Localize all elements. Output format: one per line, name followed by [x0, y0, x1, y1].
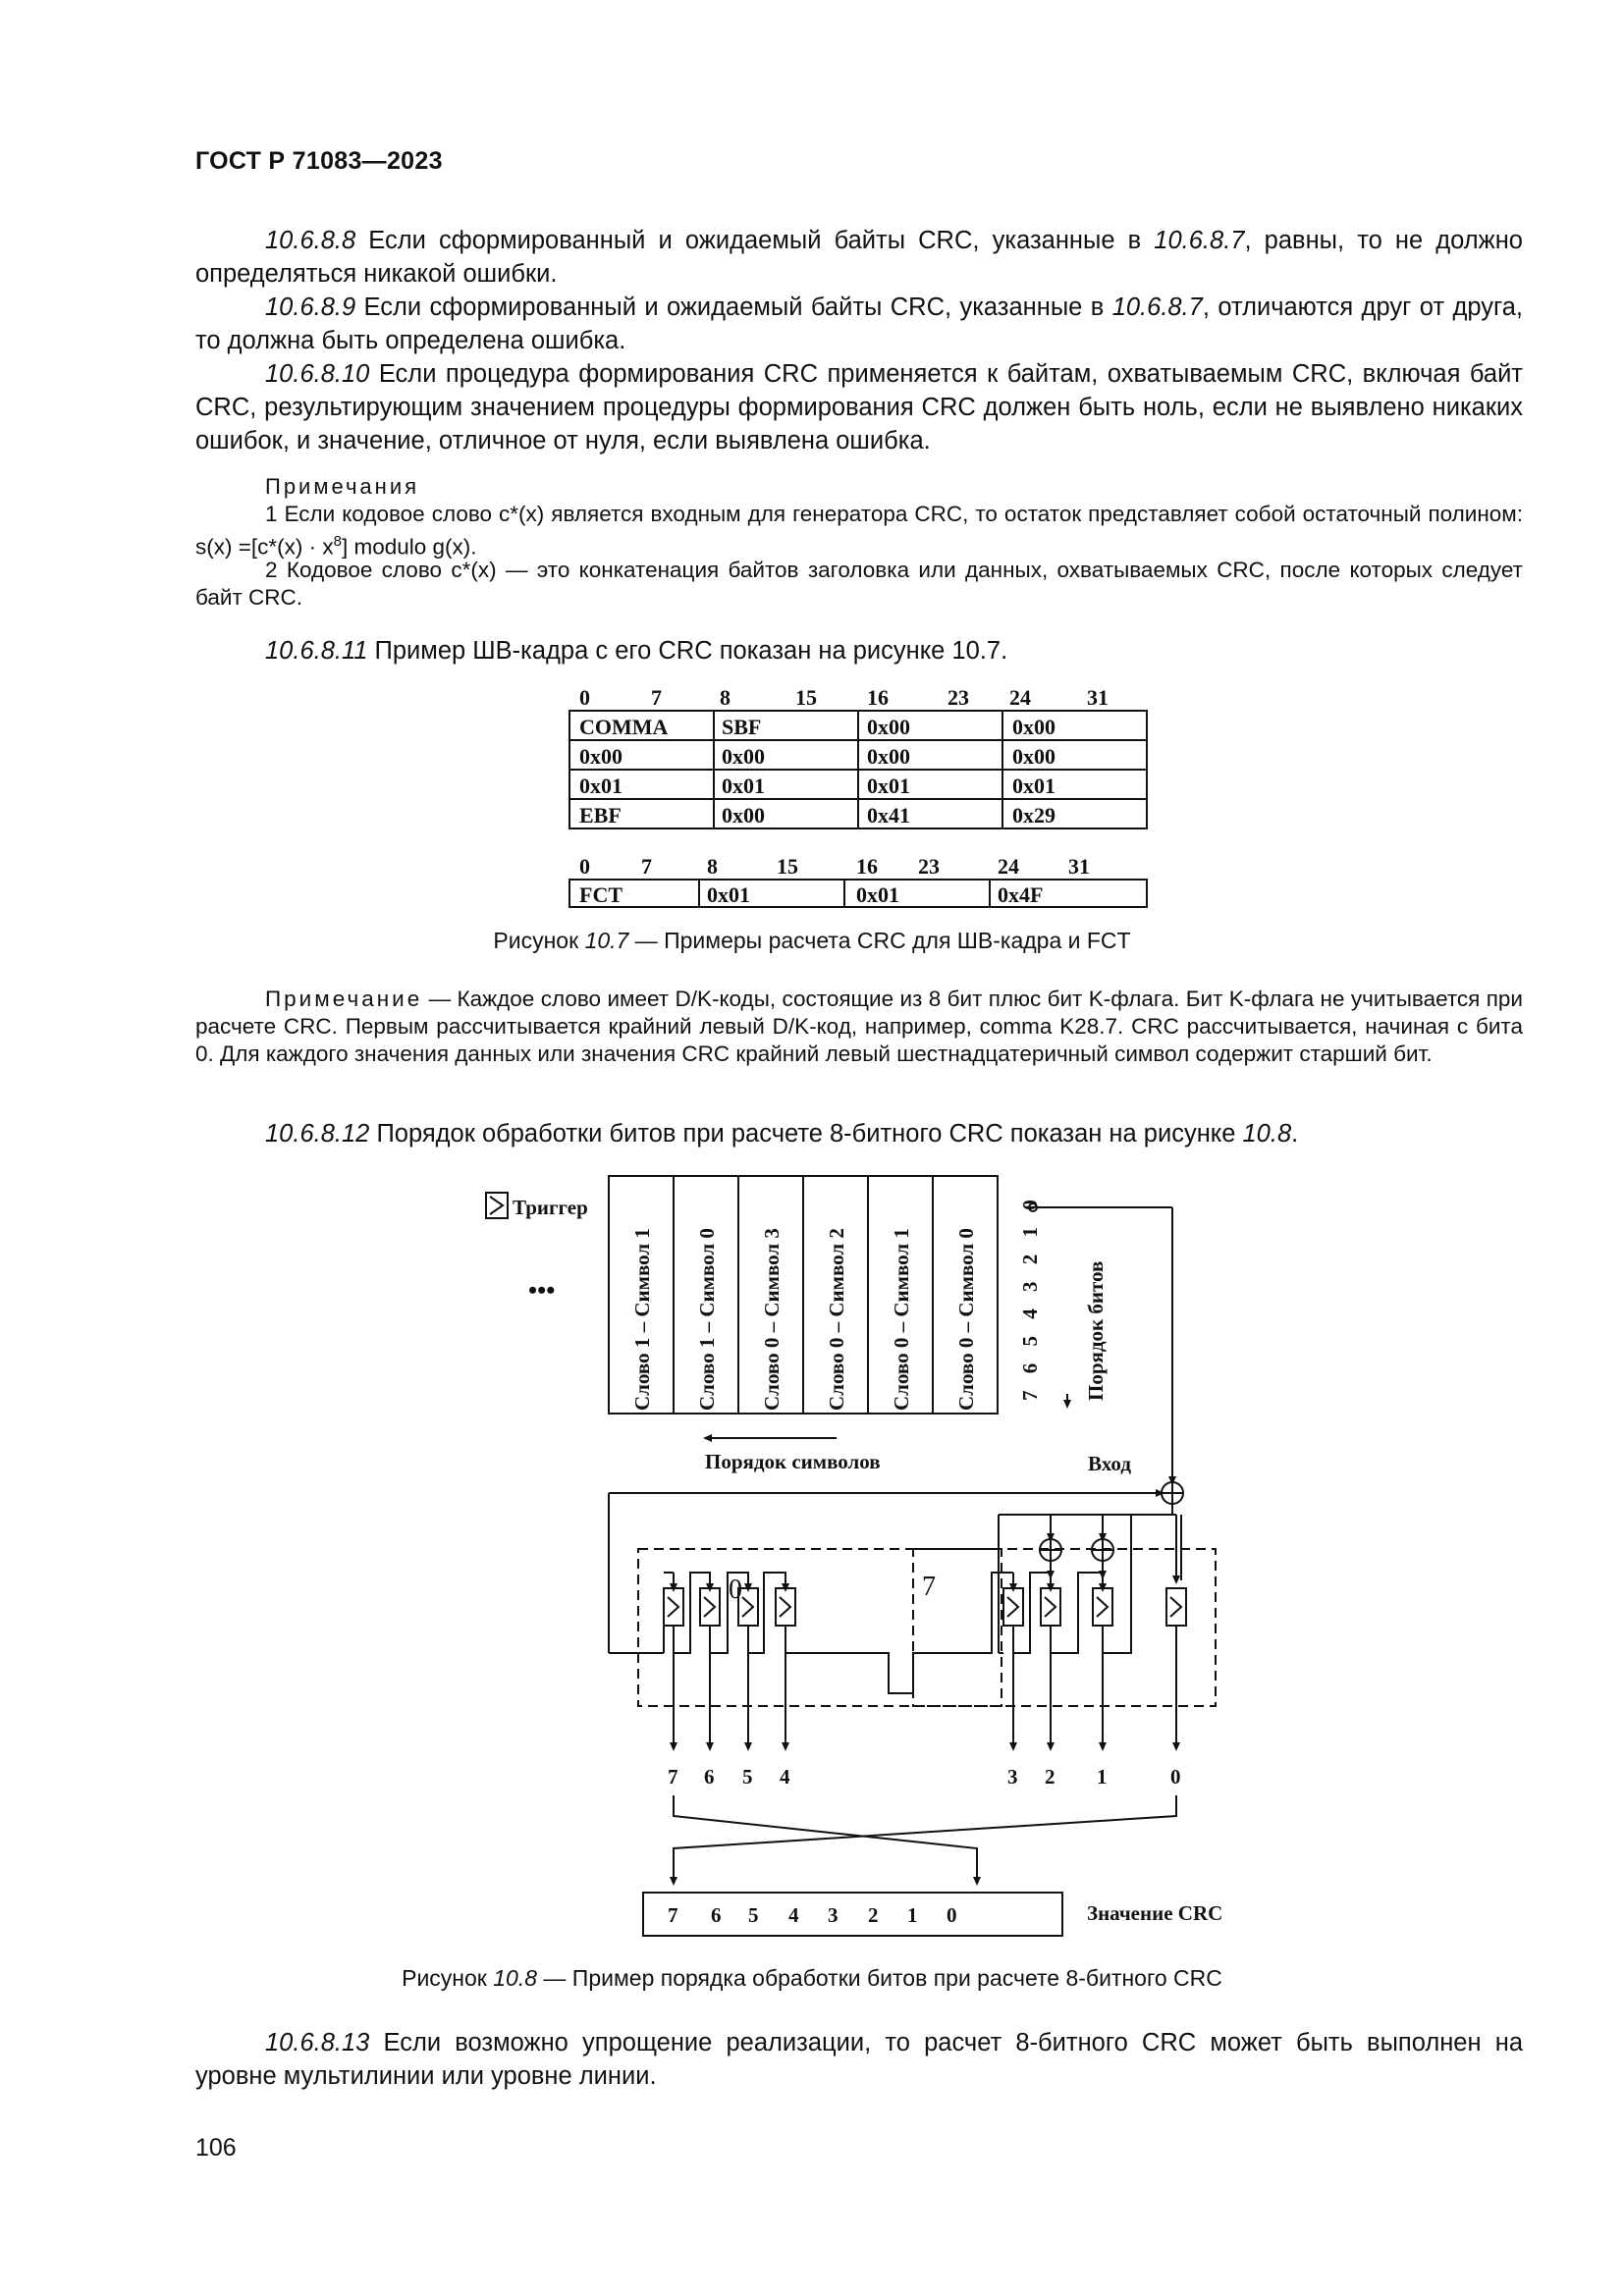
- figure-10-7-tables: [560, 682, 1159, 910]
- caption-text: — Пример порядка обработки битов при расчете 8-битного CRC: [537, 1965, 1222, 1991]
- caption-text: — Примеры расчета CRC для ШВ-кадра и FCT: [628, 928, 1131, 953]
- clause-number: 10.6.8.13: [265, 2029, 370, 2056]
- figure-10-8-caption: [0, 1965, 1624, 1992]
- symbol-label: Слово 1 – Символ 0: [695, 1228, 719, 1411]
- symbol-label: Слово 0 – Символ 3: [760, 1228, 784, 1411]
- table-cell: 0x01: [1012, 774, 1056, 798]
- flip-flop-icon: [776, 1588, 795, 1626]
- ellipsis: •••: [528, 1276, 556, 1305]
- bit-label: 8: [720, 685, 731, 710]
- flip-flop-icon: [1003, 1588, 1023, 1626]
- bit-label: 15: [795, 685, 817, 710]
- note-2: [195, 557, 1523, 612]
- bit-label: 8: [707, 854, 718, 879]
- note-2-text: 2 Кодовое слово c*(x) — это конкатенация байтов заголовка или данных, охватываемых CRC, после которых следует байт CRC.: [195, 558, 1523, 610]
- bit-sequence: 7 6 5 4 3 2 1 0: [1018, 1194, 1042, 1401]
- clause-reference: 10.6.8.7: [1154, 227, 1245, 254]
- bit-label: 24: [1009, 685, 1031, 710]
- flip-flop-icon: [664, 1588, 683, 1626]
- table-cell: 0x00: [579, 744, 623, 769]
- output-label: 3: [1007, 1765, 1018, 1789]
- clause-number: 10.6.8.9: [265, 294, 356, 321]
- flip-flop-icon: [1166, 1588, 1186, 1626]
- paragraph-10-6-8-13: [195, 2026, 1523, 2093]
- bit-label: 23: [918, 854, 940, 879]
- paragraph-tail: , отличаются друг от друга, то должна быть определена ошибка.: [195, 294, 1523, 354]
- symbol-order-label: Порядок символов: [705, 1450, 881, 1473]
- table-cell: FCT: [579, 882, 623, 907]
- flip-flop-icon: [1041, 1588, 1060, 1626]
- note-1: [195, 501, 1523, 561]
- table-cell: EBF: [579, 803, 622, 828]
- paragraph-text: Если сформированный и ожидаемый байты CRC, указанные в: [355, 227, 1155, 254]
- trigger-icon-chevron: [490, 1197, 503, 1214]
- paragraph-tail: .: [1291, 1120, 1299, 1148]
- group-0-label: 0: [729, 1575, 742, 1605]
- caption-prefix: Рисунок: [402, 1965, 494, 1991]
- trigger-label: Триггер: [513, 1196, 588, 1219]
- crc-bit: 5: [748, 1903, 759, 1927]
- flip-flop-icon: [700, 1588, 720, 1626]
- table-cell: 0x00: [722, 803, 765, 828]
- bit-label: 16: [867, 685, 889, 710]
- notes-heading: Примечания: [265, 474, 420, 499]
- table-cell: 0x29: [1012, 803, 1056, 828]
- table-cell: 0x01: [856, 882, 899, 907]
- paragraph-10-6-8-8: [195, 224, 1523, 291]
- bit-label: 24: [998, 854, 1019, 879]
- symbol-label: Слово 0 – Символ 1: [890, 1228, 913, 1411]
- table-cell: 0x01: [722, 774, 765, 798]
- paragraph-text: Порядок обработки битов при расчете 8-битного CRC показан на рисунке: [369, 1120, 1243, 1148]
- bit-label: 15: [777, 854, 798, 879]
- bit-label: 16: [856, 854, 878, 879]
- bit-label: 23: [947, 685, 969, 710]
- bit-label: 0: [579, 685, 590, 710]
- table-cell: 0x00: [1012, 715, 1056, 739]
- output-label: 1: [1097, 1765, 1108, 1789]
- crc-bit: 6: [711, 1903, 722, 1927]
- table-cell: 0x00: [867, 744, 910, 769]
- symbol-label: Слово 0 – Символ 0: [954, 1228, 978, 1411]
- document-header: ГОСТ Р 71083—2023: [195, 147, 443, 175]
- register-group-7: [913, 1549, 1216, 1706]
- table-cell: 0x00: [722, 744, 765, 769]
- figure-10-7-caption: [0, 928, 1624, 954]
- crc-bit: 4: [788, 1903, 799, 1927]
- clause-reference: 10.8: [1242, 1120, 1292, 1148]
- table-cell: 0x01: [867, 774, 910, 798]
- bit-label: 7: [641, 854, 652, 879]
- output-label: 7: [668, 1765, 678, 1789]
- crc-bit: 7: [668, 1903, 678, 1927]
- output-label: 6: [704, 1765, 715, 1789]
- output-label: 5: [742, 1765, 753, 1789]
- paragraph-text: Если возможно упрощение реализации, то расчет 8-битного CRC может быть выполнен на уровне мультилинии или уровне линии.: [195, 2029, 1523, 2090]
- bit-label: 31: [1087, 685, 1109, 710]
- table-cell: 0x41: [867, 803, 910, 828]
- paragraph-text: Если сформированный и ожидаемый байты CRC, указанные в: [355, 294, 1112, 321]
- output-label: 0: [1170, 1765, 1181, 1789]
- table-cell: SBF: [722, 715, 762, 739]
- bit-label: 0: [579, 854, 590, 879]
- page-number: 106: [195, 2134, 237, 2162]
- table-cell: 0x00: [867, 715, 910, 739]
- table-cell: 0x4F: [998, 882, 1044, 907]
- clause-number: 10.6.8.10: [265, 360, 370, 388]
- output-label: 4: [780, 1765, 790, 1789]
- flip-flop-icon: [1093, 1588, 1112, 1626]
- note-1-tail: ] modulo g(x).: [341, 534, 477, 560]
- paragraph-text: Пример ШВ-кадра с его CRC показан на рисунке 10.7.: [367, 637, 1008, 665]
- note-1-text: 1 Если кодовое слово c*(x) является входным для генератора CRC, то остаток представляет собой остаточный полином: s(x) =[c*(x) · x: [195, 502, 1523, 560]
- figure-10-8-diagram: [471, 1173, 1257, 1958]
- bit-label: 31: [1068, 854, 1090, 879]
- paragraph-10-6-8-9: [195, 291, 1523, 357]
- clause-number: 10.6.8.12: [265, 1120, 370, 1148]
- symbol-label: Слово 0 – Символ 2: [825, 1228, 848, 1411]
- crc-bit: 2: [868, 1903, 879, 1927]
- paragraph-10-6-8-10: [195, 357, 1523, 457]
- output-label: 2: [1045, 1765, 1056, 1789]
- clause-number: 10.6.8.8: [265, 227, 356, 254]
- table-cell: 0x01: [707, 882, 750, 907]
- paragraph-tail: , равны, то не должно определяться никакой ошибки.: [195, 227, 1523, 288]
- group-7-label: 7: [922, 1572, 936, 1602]
- table-cell: 0x00: [1012, 744, 1056, 769]
- note-single: [195, 986, 1523, 1068]
- clause-reference: 10.6.8.7: [1111, 294, 1203, 321]
- paragraph-10-6-8-12: [195, 1117, 1523, 1150]
- paragraph-10-6-8-11: [195, 634, 1523, 667]
- table-cell: 0x01: [579, 774, 623, 798]
- note-1-superscript: 8: [333, 533, 342, 550]
- paragraph-text: Если процедура формирования CRC применяется к байтам, охватываемым CRC, включая байт CRC, результирующим значением процедуры формирования CRC должен быть ноль, если не выявлено никаких ошибок, и значение, отличное от нуля, если выявлена ошибка.: [195, 360, 1523, 454]
- caption-number: 10.7: [584, 928, 629, 953]
- input-label: Вход: [1088, 1452, 1131, 1475]
- symbol-label: Слово 1 – Символ 1: [630, 1228, 654, 1411]
- crc-bit: 0: [947, 1903, 957, 1927]
- crc-value-register: [643, 1893, 1062, 1936]
- clause-number: 10.6.8.11: [265, 637, 368, 665]
- table-cell: COMMA: [579, 715, 669, 739]
- crc-bit: 3: [828, 1903, 839, 1927]
- crc-value-label: Значение CRC: [1087, 1901, 1223, 1925]
- note-text: — Каждое слово имеет D/K-коды, состоящие из 8 бит плюс бит K-флага. Бит K-флага не учитывается при расчете CRC. Первым рассчитывается крайний левый D/K-код, например, comma K28.7. CRC рассчитывается, начиная с бита 0. Для каждого значения данных или значения CRC крайний левый шестнадцатеричный символ содержит старший бит.: [195, 987, 1523, 1066]
- caption-prefix: Рисунок: [493, 928, 585, 953]
- caption-number: 10.8: [493, 1965, 538, 1991]
- bit-order-label: Порядок битов: [1084, 1260, 1108, 1401]
- crc-bit: 1: [907, 1903, 918, 1927]
- note-label: Примечание: [265, 987, 423, 1011]
- bit-label: 7: [651, 685, 662, 710]
